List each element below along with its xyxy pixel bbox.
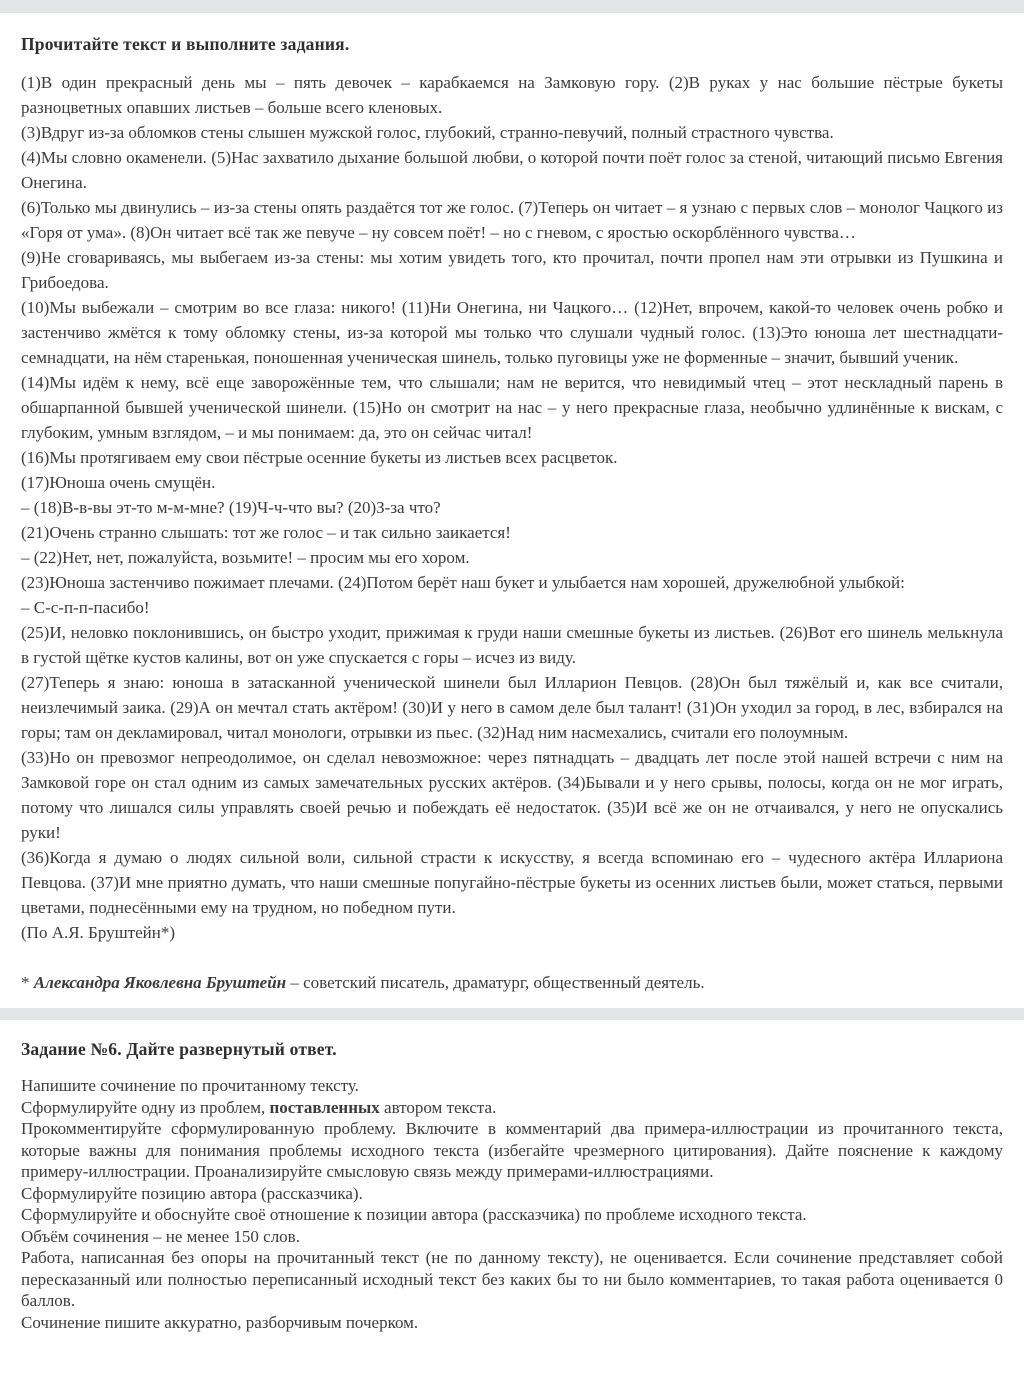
top-divider — [0, 0, 1024, 13]
text-paragraph: (23)Юноша застенчиво пожимает плечами. (24)Потом берёт наш букет и улыбается нам хорошей, дружелюбной улыбкой: — [21, 573, 905, 592]
text-paragraph: (3)Вдруг из-за обломков стены слышен мужской голос, глубокий, странно-певучий, полный страстного чувства. — [21, 123, 834, 142]
text-paragraph: (4)Мы словно окаменели. (5)Нас захватило дыхание большой любви, о которой почти поёт голос за стеной, читающий письмо Евгения Онегина. — [21, 148, 1003, 192]
task-instruction-line — [21, 1312, 1003, 1334]
task-line-text: Сформулируйте и обоснуйте своё отношение к позиции автора (рассказчика) по проблеме исходного текста. — [21, 1205, 807, 1224]
text-paragraph: (По А.Я. Бруштейн*) — [21, 923, 176, 942]
task-line-text: Сформулируйте одну из проблем, — [21, 1097, 270, 1117]
task-line-text: Прокомментируйте сформулированную проблему. Включите в комментарий два примера-иллюстрации из прочитанного текста, которые важны для понимания проблемы исходного текста (избегайте чрезмерного цитирования). Дайте пояснение к каждому примеру-иллюстрации. Проанализируйте смысловую связь между примерами-иллюстрациями. — [21, 1119, 1003, 1181]
text-paragraph: – (18)В-в-вы эт-то м-м-мне? (19)Ч-ч-что вы? (20)З-за что? — [21, 498, 441, 517]
task-line-text: Объём сочинения – не менее 150 слов. — [21, 1226, 300, 1246]
task-instruction-line — [21, 1097, 1003, 1119]
task-instruction-line — [21, 1204, 1003, 1226]
text-paragraph: (33)Но он превозмог непреодолимое, он сделал невозможное: через пятнадцать – двадцать лет после этой нашей встречи с ним на Замковой горе он стал одним из самых замечательных русских актёров. (34)Бывали и у него срывы, полосы, когда он не мог играть, потому что лишался силы управлять своей речью и побеждать её недостаток. (35)И всё же он не отчаивался, у него не опускались руки! — [21, 748, 1003, 842]
text-paragraph: (27)Теперь я знаю: юноша в затасканной ученической шинели был Илларион Певцов. (28)Он был тяжёлый и, как все считали, неизлечимый заика. (29)А он мечтал стать актёром! (30)И у него в самом деле был талант! (31)Он уходил за город, в лес, взбирался на горы; там он декламировал, читал монологи, отрывки из пьес. (32)Над ним насмехались, считали его полоумным. — [21, 673, 1003, 742]
footnote-author-description: – советский писатель, драматург, общественный деятель. — [286, 973, 705, 992]
task-line-text: Работа, написанная без опоры на прочитанный текст (не по данному тексту), не оценивается. Если сочинение представляет собой пересказанный или полностью переписанный исходный текст без каких бы то ни было комментариев, то такая работа оценивается 0 баллов. — [21, 1248, 1003, 1310]
text-paragraph: (21)Очень странно слышать: тот же голос – и так сильно заикается! — [21, 523, 511, 542]
task-instruction-line — [21, 1247, 1003, 1312]
text-paragraph: (1)В один прекрасный день мы – пять девочек – карабкаемся на Замковую гору. (2)В руках у нас большие пёстрые букеты разноцветных опавших листьев – больше всего кленовых. — [21, 73, 1003, 117]
text-paragraph: (9)Не сговариваясь, мы выбегаем из-за стены: мы хотим увидеть того, кто прочитал, почти пропел нам эти отрывки из Пушкина и Грибоедова. — [21, 248, 1003, 292]
task-instructions — [21, 1075, 1003, 1333]
task-section — [0, 1038, 1024, 1333]
text-paragraph: (16)Мы протягиваем ему свои пёстрые осенние букеты из листьев всех расцветок. — [21, 448, 618, 467]
text-paragraph: – С-с-п-п-пасибо! — [21, 598, 150, 617]
text-paragraph: (10)Мы выбежали – смотрим во все глаза: никого! (11)Ни Онегина, ни Чацкого… (12)Нет, впрочем, какой-то человек очень робко и застенчиво жмётся к тому обломку стены, из-за которой мы только что слушали чудный голос. (13)Это юноша лет шестнадцати-семнадцати, на нём старенькая, поношенная ученическая шинель, только пуговицы уже не форменные – значит, бывший ученик. — [21, 298, 1003, 367]
text-paragraph: (36)Когда я думаю о людях сильной воли, сильной страсти к искусству, я всегда вспоминаю его – чудесного актёра Иллариона Певцова. (37)И мне приятно думать, что наши смешные попугайно-пёстрые букеты из осенних листьев были, может статься, первыми цветами, поднесёнными ему на трудном, но победном пути. — [21, 848, 1003, 917]
task-instruction-line — [21, 1075, 1003, 1097]
footnote-author-name: Александра Яковлевна Бруштейн — [33, 973, 287, 992]
task-line-text: Сформулируйте позицию автора (рассказчика). — [21, 1183, 363, 1203]
task-line-bold-text: поставленных — [269, 1097, 380, 1117]
text-paragraph: – (22)Нет, нет, пожалуйста, возьмите! – просим мы его хором. — [21, 548, 470, 567]
reading-instruction-heading: Прочитайте текст и выполните задания. — [21, 34, 350, 54]
author-footnote — [21, 970, 1003, 995]
task-instruction-line — [21, 1118, 1003, 1183]
text-paragraph: (25)И, неловко поклонившись, он быстро уходит, прижимая к груди наши смешные букеты из листьев. (26)Вот его шинель мелькнула в густой щётке кустов калины, вот он уже спускается с горы – исчез из виду. — [21, 623, 1003, 667]
task-line-text: Сочинение пишите аккуратно, разборчивым почерком. — [21, 1312, 419, 1332]
section-divider — [0, 1008, 1024, 1020]
text-paragraph: (14)Мы идём к нему, всё еще заворожённые тем, что слышали; нам не верится, что невидимый чтец – этот нескладный парень в обшарпанной бывшей ученической шинели. (15)Но он смотрит на нас – у него прекрасные глаза, необычно удлинённые к вискам, с глубоким, умным взглядом, – и мы понимаем: да, это он сейчас читал! — [21, 373, 1003, 442]
task-heading: Задание №6. Дайте развернутый ответ. — [21, 1039, 337, 1059]
reading-section — [0, 33, 1024, 995]
footnote-marker: * — [21, 973, 34, 992]
task-line-text: Напишите сочинение по прочитанному тексту. — [21, 1076, 359, 1095]
task-line-text-after: автором текста. — [379, 1097, 497, 1117]
text-paragraph: (6)Только мы двинулись – из-за стены опять раздаётся тот же голос. (7)Теперь он читает – я узнаю с первых слов – монолог Чацкого из «Горя от ума». (8)Он читает всё так же певуче – ну совсем поёт! – но с гневом, с яростью оскорблённого чувства… — [21, 198, 1003, 242]
text-paragraph: (17)Юноша очень смущён. — [21, 473, 216, 492]
reading-text — [21, 70, 1003, 945]
task-instruction-line — [21, 1226, 1003, 1248]
task-instruction-line — [21, 1183, 1003, 1205]
